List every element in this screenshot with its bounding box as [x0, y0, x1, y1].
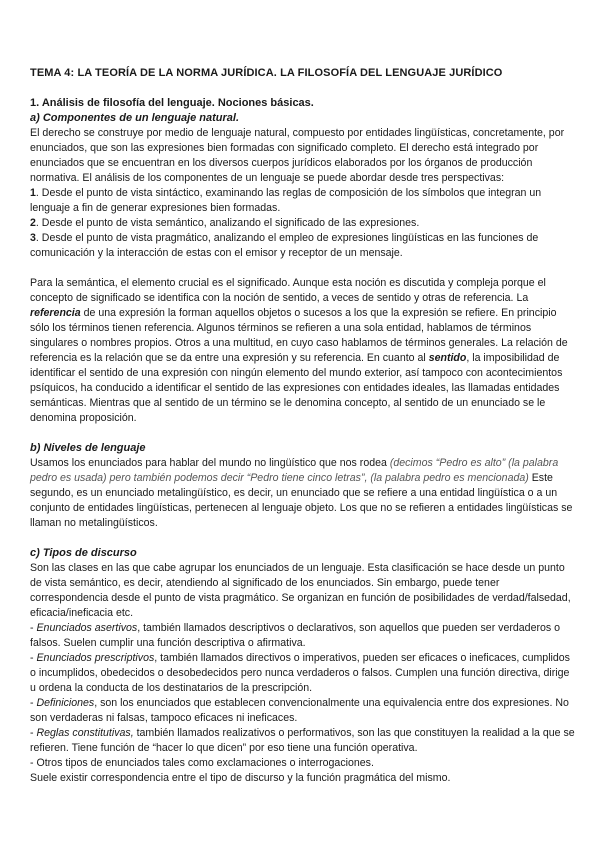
perspective-2-text: . Desde el punto de vista semántico, analizando el significado de las expresiones. — [35, 217, 420, 229]
subsection-b-heading: b) Niveles de lenguaje — [30, 442, 146, 454]
perspective-2 — [30, 216, 575, 231]
section-1-heading: 1. Análisis de filosofía del lenguaje. Nociones básicas. — [30, 97, 314, 109]
perspective-1-text: . Desde el punto de vista sintáctico, examinando las reglas de composición de los símbolos que integran un lenguaje a fin de generar expresiones bien formadas. — [30, 187, 542, 214]
list-dash: - — [30, 727, 37, 739]
discourse-text-prescriptivos: , también llamados directivos o imperativos, pueden ser eficaces o ineficaces, cumplidos o incumplidos, obedecidos o desobedecidos pero nunca verdaderos o falsos. Cumplen una función directiva, dirige u ordena la conducta de los destinatarios de la prescripción. — [30, 652, 570, 694]
perspective-1-number: 1 — [30, 187, 36, 199]
document-body — [30, 66, 575, 786]
semantics-text-2: de una expresión la forman aquellos objetos o sucesos a los que la expresión se refiere. En principio sólo los términos tienen referencia. Algunos términos se refieren a una sola entidad, hablamos de términos singulares o nombres propios. Otros a una multitud, en cuyo caso hablamos de términos generales. La relación de referencia es la relación que se da entre una expresión y su referencia. En cuanto al — [30, 307, 568, 364]
subsection-c-heading: c) Tipos de discurso — [30, 547, 137, 559]
discourse-term-definiciones: Definiciones — [36, 697, 95, 709]
discourse-item-otros: - Otros tipos de enunciados tales como exclamaciones o interrogaciones. — [30, 757, 374, 769]
semantics-text-3: , la imposibilidad de identificar el sentido de una expresión con ningún elemento del mundo exterior, así tampoco con acontecimientos psíquicos, ha conducido a identificar el sentido de las expresiones con entidades ideales, las llamadas entidades semánticas. Mientras que al sentido de un término se le denomina concepto, al sentido de un enunciado se le denomina proposición. — [30, 352, 563, 424]
paragraph-spacer — [30, 261, 575, 276]
perspective-1 — [30, 186, 575, 216]
subsection-a-heading: a) Componentes de un lenguaje natural. — [30, 112, 240, 124]
perspective-3-text: . Desde el punto de vista pragmático, analizando el empleo de expresiones lingüísticas en las funciones de comunicación y la interacción de estas con el emisor y receptor de un mensaje. — [30, 232, 539, 259]
perspective-3-number: 3 — [30, 232, 36, 244]
levels-text-1: Usamos los enunciados para hablar del mundo no lingüístico que nos rodea — [30, 457, 390, 469]
list-dash: - — [30, 652, 37, 664]
discourse-item-reglas — [30, 726, 575, 756]
list-dash: - — [30, 697, 37, 709]
keyword-sentido: sentido — [428, 352, 467, 364]
semantics-paragraph — [30, 276, 575, 426]
discourse-term-reglas: Reglas constitutivas, — [36, 727, 134, 739]
levels-example: (decimos “Pedro es alto” (la palabra pedro es usada) pero también podemos decir “Pedro tiene cinco letras”, (la palabra pedro es mencionada) — [30, 457, 559, 484]
discourse-closing: Suele existir correspondencia entre el tipo de discurso y la función pragmática del mismo. — [30, 772, 451, 784]
keyword-referencia: referencia — [30, 307, 81, 319]
subsection-a-intro: El derecho se construye por medio de lenguaje natural, compuesto por entidades lingüísticas, concretamente, por enunciados, que son las expresiones bien formadas con significado completo. El derecho está integrado por enunciados que se encuentran en los diversos cuerpos jurídicos elaborados por los órganos de producción normativa. El análisis de los componentes de un lenguaje se puede abordar desde tres perspectivas: — [30, 127, 565, 184]
discourse-item-prescriptivos — [30, 651, 575, 696]
subsection-c-intro: Son las clases en las que cabe agrupar los enunciados de un lenguaje. Esta clasificación se hace desde un punto de vista semántico, es decir, atendiendo al significado de los enunciados. Sin embargo, puede tener correspondencia desde el punto de vista pragmático. Se organizan en función de posibilidades de verdad/falsedad, eficacia/ineficacia etc. — [30, 562, 571, 619]
discourse-text-definiciones: , son los enunciados que establecen convencionalmente una equivalencia entre dos expresiones. No son verdaderas ni falsas, tampoco eficaces ni ineficaces. — [30, 697, 569, 724]
levels-text-2: Este segundo, es un enunciado metalingüístico, es decir, un enunciado que se refiere a una entidad lingüística o a un conjunto de entidades lingüísticas, pertenecen al lenguaje objeto. Los que no se refieren a entidades lingüísticas se llaman no metalingüísticos. — [30, 472, 573, 529]
document-title: TEMA 4: LA TEORÍA DE LA NORMA JURÍDICA. LA FILOSOFÍA DEL LENGUAJE JURÍDICO — [30, 67, 503, 79]
discourse-text-reglas: también llamados realizativos o performativos, son las que constituyen la realidad a la que se refieren. Tiene función de “hacer lo que dicen” por eso tiene una función operativa. — [30, 727, 575, 754]
list-dash: - — [30, 622, 37, 634]
discourse-term-prescriptivos: Enunciados prescriptivos — [36, 652, 155, 664]
perspective-3 — [30, 231, 575, 261]
paragraph-spacer — [30, 531, 575, 546]
paragraph-spacer — [30, 426, 575, 441]
perspective-2-number: 2 — [30, 217, 36, 229]
discourse-term-asertivos: Enunciados asertivos — [36, 622, 138, 634]
semantics-text-1: Para la semántica, el elemento crucial es el significado. Aunque esta noción es discutida y compleja porque el concepto de significado se identifica con la noción de sentido, a veces de sentido y otras de referencia. La — [30, 277, 546, 304]
discourse-text-asertivos: , también llamados descriptivos o declarativos, son aquellos que pueden ser verdaderos o falsos. Suelen cumplir una función descriptiva o afirmativa. — [30, 622, 561, 649]
discourse-item-definiciones — [30, 696, 575, 726]
discourse-item-asertivos — [30, 621, 575, 651]
subsection-b-paragraph — [30, 456, 575, 531]
